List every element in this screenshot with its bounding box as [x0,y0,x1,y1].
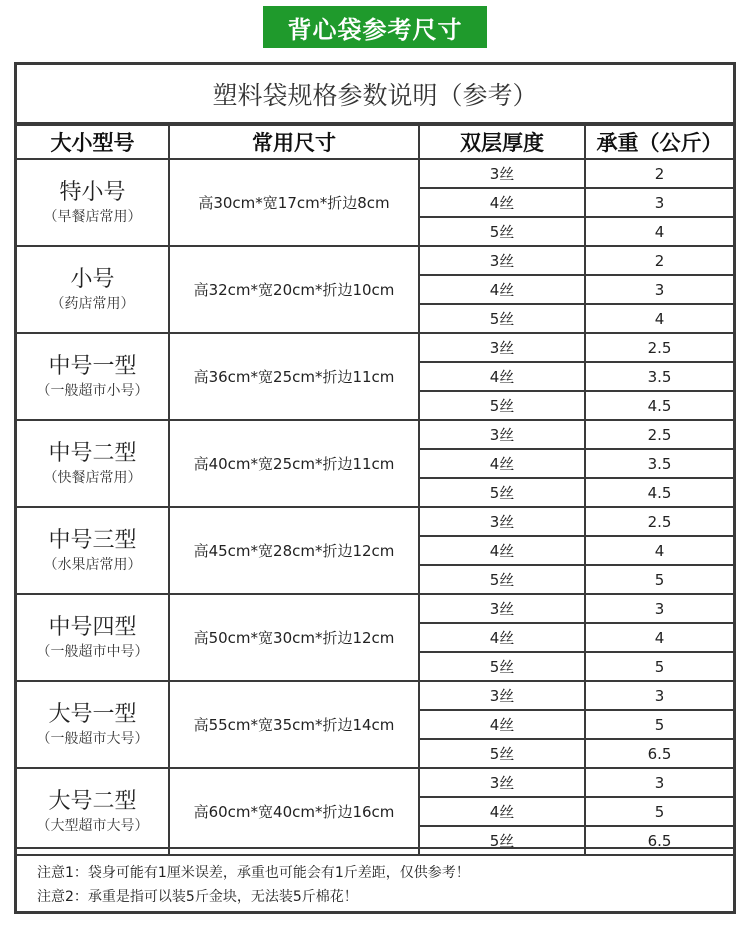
size-name: 大号一型 [48,701,137,727]
load-cell: 4 [585,304,733,333]
thickness-cell: 4丝 [419,449,585,478]
thickness-cell: 4丝 [419,536,585,565]
load-cell: 2.5 [585,507,733,536]
load-cell: 4 [585,623,733,652]
size-name-cell [17,333,169,420]
table-title: 塑料袋规格参数说明（参考） [17,65,733,124]
size-name-cell [17,246,169,333]
thickness-cell: 4丝 [419,275,585,304]
size-name-cell [17,681,169,768]
header-load: 承重（公斤） [585,125,733,159]
table-header-row [17,125,733,159]
thickness-cell: 5丝 [419,304,585,333]
thickness-cell: 3丝 [419,420,585,449]
thickness-cell: 4丝 [419,623,585,652]
size-name: 中号二型 [48,440,137,466]
table-row [17,768,733,797]
size-name-cell [17,507,169,594]
table-row [17,420,733,449]
load-cell: 2.5 [585,420,733,449]
size-name: 小号 [70,266,115,292]
dimensions-cell: 高55cm*宽35cm*折边14cm [169,681,419,768]
thickness-cell: 3丝 [419,768,585,797]
load-cell: 5 [585,797,733,826]
size-name-cell [17,420,169,507]
size-name-cell [17,768,169,855]
size-usage: （一般超市小号） [36,382,149,399]
thickness-cell: 4丝 [419,710,585,739]
spec-table [17,124,733,856]
size-usage: （一般超市中号） [36,643,149,660]
load-cell: 3.5 [585,362,733,391]
load-cell: 3 [585,768,733,797]
note-1: 注意1：袋身可能有1厘米误差，承重也可能会有1斤差距，仅供参考！ [37,865,470,881]
load-cell: 6.5 [585,826,733,855]
size-usage: （早餐店常用） [43,208,142,225]
table-row [17,333,733,362]
size-name: 大号二型 [48,788,137,814]
spec-table-frame [14,62,736,914]
load-cell: 3 [585,681,733,710]
size-usage: （药店常用） [50,295,135,312]
thickness-cell: 3丝 [419,159,585,188]
dimensions-cell: 高40cm*宽25cm*折边11cm [169,420,419,507]
notes [17,847,733,911]
load-cell: 4 [585,217,733,246]
load-cell: 2.5 [585,333,733,362]
load-cell: 4.5 [585,478,733,507]
load-cell: 5 [585,710,733,739]
dimensions-cell: 高36cm*宽25cm*折边11cm [169,333,419,420]
size-name: 特小号 [59,179,126,205]
load-cell: 4 [585,536,733,565]
dimensions-cell: 高60cm*宽40cm*折边16cm [169,768,419,855]
thickness-cell: 3丝 [419,246,585,275]
thickness-cell: 4丝 [419,797,585,826]
load-cell: 4.5 [585,391,733,420]
load-cell: 3.5 [585,449,733,478]
load-cell: 2 [585,246,733,275]
header-thickness: 双层厚度 [419,125,585,159]
thickness-cell: 5丝 [419,565,585,594]
thickness-cell: 5丝 [419,652,585,681]
thickness-cell: 4丝 [419,362,585,391]
dimensions-cell: 高30cm*宽17cm*折边8cm [169,159,419,246]
load-cell: 5 [585,652,733,681]
size-name: 中号三型 [48,527,137,553]
thickness-cell: 5丝 [419,478,585,507]
banner-title: 背心袋参考尺寸 [263,6,487,48]
load-cell: 3 [585,275,733,304]
size-usage: （水果店常用） [43,556,142,573]
thickness-cell: 3丝 [419,333,585,362]
size-usage: （大型超市大号） [36,817,149,834]
load-cell: 3 [585,594,733,623]
note-2: 注意2：承重是指可以装5斤金块，无法装5斤棉花！ [37,889,358,905]
dimensions-cell: 高32cm*宽20cm*折边10cm [169,246,419,333]
thickness-cell: 3丝 [419,681,585,710]
size-name-cell [17,159,169,246]
load-cell: 6.5 [585,739,733,768]
size-name: 中号四型 [48,614,137,640]
size-name: 中号一型 [48,353,137,379]
table-row [17,159,733,188]
spec-table-body [17,159,733,855]
thickness-cell: 5丝 [419,217,585,246]
thickness-cell: 5丝 [419,826,585,855]
thickness-cell: 5丝 [419,739,585,768]
dimensions-cell: 高50cm*宽30cm*折边12cm [169,594,419,681]
size-name-cell [17,594,169,681]
header-dimensions: 常用尺寸 [169,125,419,159]
dimensions-cell: 高45cm*宽28cm*折边12cm [169,507,419,594]
table-row [17,594,733,623]
table-row [17,681,733,710]
size-usage: （一般超市大号） [36,730,149,747]
load-cell: 2 [585,159,733,188]
thickness-cell: 3丝 [419,594,585,623]
load-cell: 5 [585,565,733,594]
table-row [17,246,733,275]
thickness-cell: 3丝 [419,507,585,536]
header-size-type: 大小型号 [17,125,169,159]
size-usage: （快餐店常用） [43,469,142,486]
thickness-cell: 5丝 [419,391,585,420]
table-row [17,507,733,536]
thickness-cell: 4丝 [419,188,585,217]
load-cell: 3 [585,188,733,217]
